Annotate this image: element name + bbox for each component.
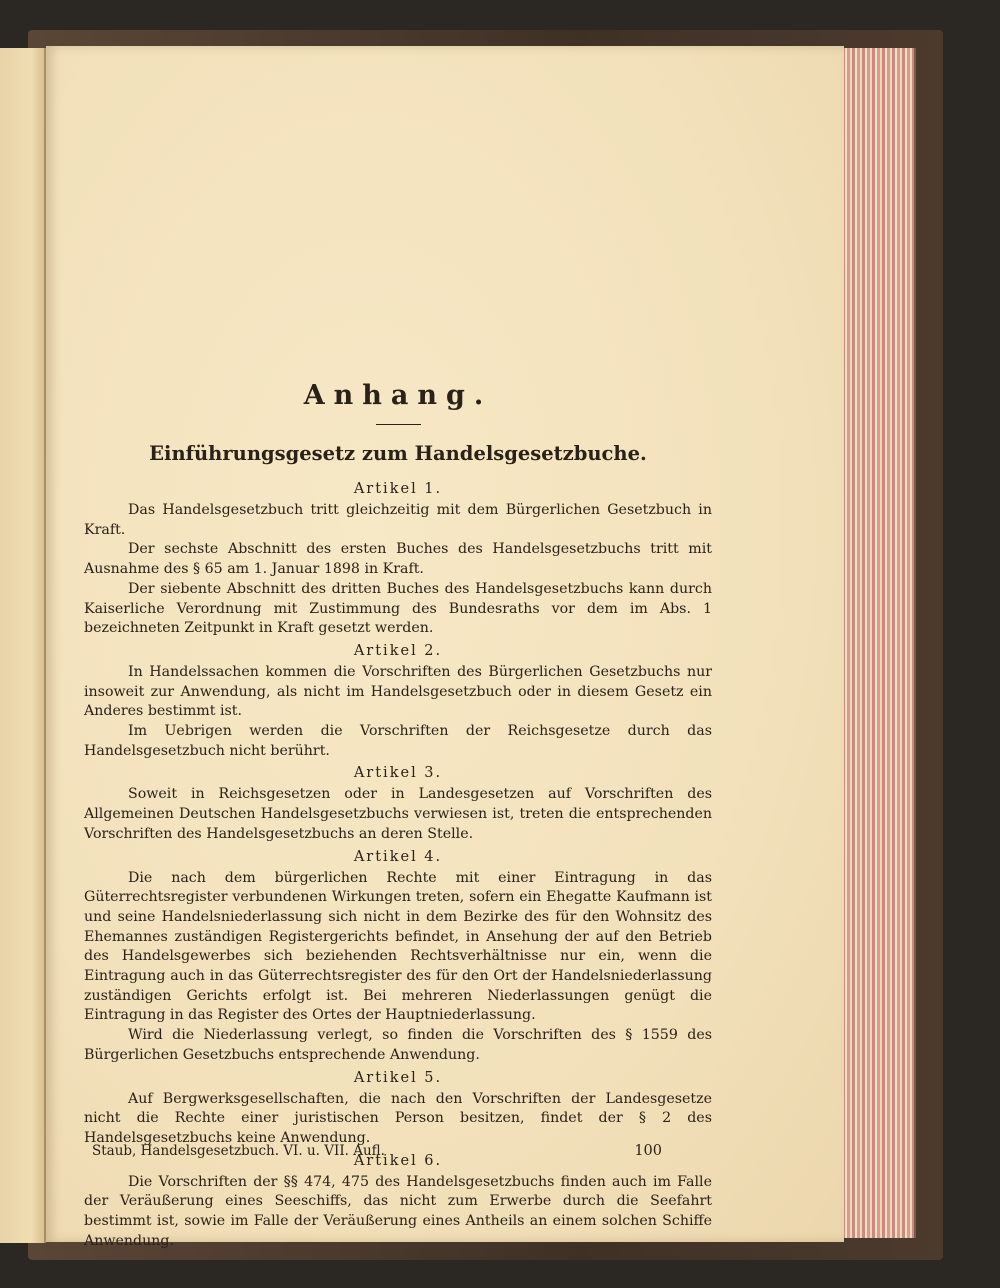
page-text [84, 376, 712, 1252]
article-1-para-1: Das Handelsgesetzbuch tritt gleichzeitig mit dem Bürgerlichen Gesetzbuch in Kraft. [84, 502, 712, 538]
page-edges [842, 48, 916, 1238]
article-3-para-1: Soweit in Reichsgesetzen oder in Landesgesetzen auf Vorschriften des Allgemeinen Deutschen Handelsgesetzbuchs verwiesen ist, treten die entsprechenden Vorschriften des Handelsgesetzbuchs an deren Stelle. [84, 786, 712, 842]
footer-citation: Staub, Handelsgesetzbuch. VI. u. VII. Aufl. [92, 1143, 385, 1159]
left-page-edge [0, 48, 46, 1243]
article-2-para-1: In Handelssachen kommen die Vorschriften des Bürgerlichen Gesetzbuchs nur insoweit zur Anwendung, als nicht im Handelsgesetzbuch oder in diesem Gesetz ein Anderes bestimmt ist. [84, 663, 712, 720]
article-6-para-1: Die Vorschriften der §§ 474, 475 des Handelsgesetzbuchs finden auch im Falle der Veräußerung eines Seeschiffs, das nicht zum Erwerbe durch die Seefahrt bestimmt ist, sowie im Falle der Veräußerung eines Antheils an einem solchen Schiffe Anwendung. [84, 1173, 712, 1249]
page-footer [92, 1143, 662, 1159]
article-6-title: Artikel 6. [353, 1152, 443, 1169]
article-5-title: Artikel 5. [353, 1069, 443, 1086]
article-2-para-2: Im Uebrigen werden die Vorschriften der Reichsgesetze durch das Handelsgesetzbuch nicht berührt. [84, 723, 712, 759]
law-title: Einführungsgesetz zum Handelsgesetzbuche. [149, 442, 647, 465]
heading-rule [376, 424, 421, 425]
article-3-title: Artikel 3. [353, 765, 443, 782]
article-4-para-2: Wird die Niederlassung verlegt, so finden die Vorschriften des § 1559 des Bürgerlichen Gesetzbuchs entsprechende Anwendung. [84, 1027, 712, 1063]
article-2-title: Artikel 2. [353, 642, 443, 659]
article-1-para-3: Der siebente Abschnitt des dritten Buches des Handelsgesetzbuchs kann durch Kaiserliche Verordnung mit Zustimmung des Bundesraths vor dem im Abs. 1 bezeichneten Zeitpunkt in Kraft gesetzt werden. [84, 580, 712, 637]
book-page [46, 46, 844, 1249]
article-4-title: Artikel 4. [353, 848, 443, 865]
article-5-para-1: Auf Bergwerksgesellschaften, die nach den Vorschriften der Landesgesetze nicht die Rechte einer juristischen Person besitzen, findet der § 2 des Handelsgesetzbuchs keine Anwendung. [84, 1090, 712, 1146]
article-4-para-1: Die nach dem bürgerlichen Rechte mit einer Eintragung in das Güterrechtsregister verbundenen Wirkungen treten, sofern ein Ehegatte Kaufmann ist und seine Handelsniederlassung sich nicht in dem Bezirke des für den Wohnsitz des Ehemannes zuständigen Registergerichts befindet, in Ansehung der auf den Betrieb des Handelsgewerbes sich beziehenden Rechtsverhältnisse nur ein, wenn die Eintragung auch in das Güterrechtsregister des für den Ort der Handelsniederlassung zuständigen Gerichts erfolgt ist. Bei mehreren Niederlassungen genügt die Eintragung in das Register des Ortes der Hauptniederlassung. [84, 869, 712, 1024]
article-1-title: Artikel 1. [353, 481, 443, 497]
bleed-through-text [86, 116, 746, 326]
page-number: 100 [634, 1143, 662, 1159]
article-1-para-2: Der sechste Abschnitt des ersten Buches des Handelsgesetzbuchs tritt mit Ausnahme des § 65 am 1. Januar 1898 in Kraft. [84, 541, 712, 578]
page-heading: Anhang. [303, 380, 493, 411]
